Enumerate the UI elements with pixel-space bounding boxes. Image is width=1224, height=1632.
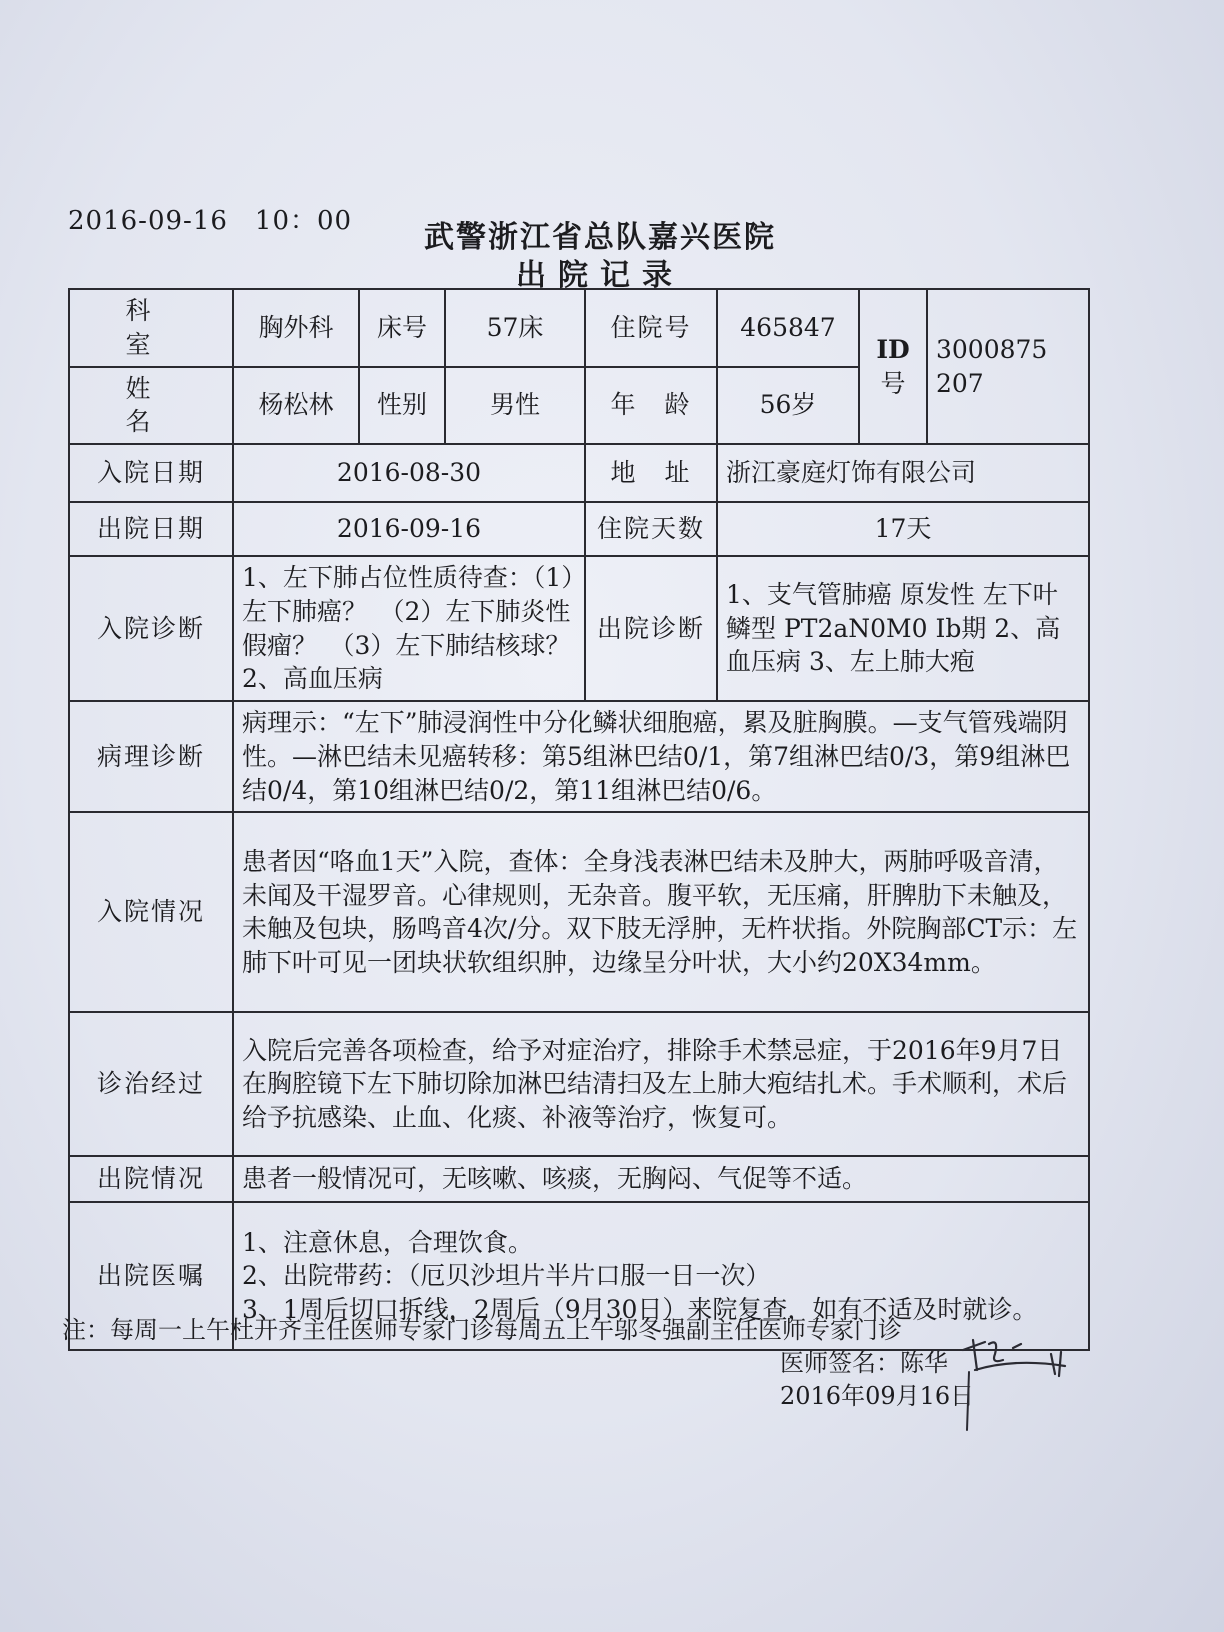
- id-label: [859, 289, 927, 444]
- address-value: 浙江豪庭灯饰有限公司: [717, 444, 1089, 502]
- stay-days-label: 住院天数: [585, 502, 717, 556]
- admission-no-value: 465847: [717, 289, 859, 367]
- age-value: 56岁: [717, 367, 859, 445]
- dept-label: 科 室: [69, 289, 233, 367]
- discharge-date-value: 2016-09-16: [233, 502, 585, 556]
- stay-days-value: 17天: [717, 502, 1089, 556]
- admission-no-label: 住院号: [585, 289, 717, 367]
- name-label: 姓 名: [69, 367, 233, 445]
- discharge-diagnosis-value: 1、支气管肺癌 原发性 左下叶 鳞型 PT2aN0M0 Ⅰb期 2、高血压病 3、左上肺大疱: [717, 556, 1089, 701]
- address-label: 地 址: [585, 444, 717, 502]
- admit-diagnosis-label: 入院诊断: [69, 556, 233, 701]
- admit-date-label: 入院日期: [69, 444, 233, 502]
- treatment-value: 入院后完善各项检查，给予对症治疗，排除手术禁忌症，于2016年9月7日在胸腔镜下左下肺切除加淋巴结清扫及左上肺大疱结扎术。手术顺利，术后给予抗感染、止血、化痰、补液等治疗，恢复可。: [233, 1012, 1089, 1156]
- discharge-orders-label: 出院医嘱: [69, 1202, 233, 1350]
- id-label-line1: ID: [876, 334, 910, 364]
- pathology-value: 病理示：“左下”肺浸润性中分化鳞状细胞癌，累及脏胸膜。—支气管残端阴性。—淋巴结未见癌转移：第5组淋巴结0/1，第7组淋巴结0/3，第9组淋巴结0/4，第10组淋巴结0/2，第11组淋巴结0/6。: [233, 701, 1089, 812]
- clinic-note: 注：每周一上午杜开齐主任医师专家门诊每周五上午邬冬强副主任医师专家门诊: [62, 1316, 902, 1344]
- discharge-status-label: 出院情况: [69, 1156, 233, 1202]
- id-value-line2: 207: [936, 368, 984, 398]
- name-value: 杨松林: [233, 367, 359, 445]
- discharge-status-value: 患者一般情况可，无咳嗽、咳痰，无胸闷、气促等不适。: [233, 1156, 1089, 1202]
- id-value-line1: 3000875: [936, 334, 1048, 364]
- bed-value: 57床: [445, 289, 585, 367]
- order-item: 1、注意休息，合理饮食。: [242, 1227, 533, 1257]
- sex-value: 男性: [445, 367, 585, 445]
- doctor-signature-line: 医师签名：陈华: [780, 1349, 948, 1377]
- discharge-diagnosis-label: 出院诊断: [585, 556, 717, 701]
- hospital-name: 武警浙江省总队嘉兴医院: [424, 220, 776, 255]
- handwritten-signature: [955, 1330, 1075, 1450]
- discharge-date-label: 出院日期: [69, 502, 233, 556]
- admit-diagnosis-value: 1、左下肺占位性质待查：（1）左下肺癌？ （2）左下肺炎性假瘤？ （3）左下肺结核球？ 2、高血压病: [233, 556, 585, 701]
- order-item: 3、1周后切口拆线，2周后（9月30日）来院复查，如有不适及时就诊。: [242, 1295, 1038, 1325]
- document-title: 出院记录: [516, 258, 684, 293]
- admission-status-label: 入院情况: [69, 812, 233, 1012]
- dept-value: 胸外科: [233, 289, 359, 367]
- signature-date: 2016年09月16日: [780, 1382, 975, 1410]
- order-item: 2、出院带药：（厄贝沙坦片半片口服一日一次）: [242, 1261, 771, 1291]
- treatment-label: 诊治经过: [69, 1012, 233, 1156]
- admit-date-value: 2016-08-30: [233, 444, 585, 502]
- admission-status-value: 患者因“咯血1天”入院，查体：全身浅表淋巴结未及肿大，两肺呼吸音清，未闻及干湿罗音。心律规则，无杂音。腹平软，无压痛，肝脾肋下未触及，未触及包块，肠鸣音4次/分。双下肢无浮肿，无杵状指。外院胸部CT示：左肺下叶可见一团块状软组织肿，边缘呈分叶状，大小约20X34mm。: [233, 812, 1089, 1012]
- bed-label: 床号: [359, 289, 445, 367]
- id-label-line2: 号: [880, 368, 906, 398]
- pathology-label: 病理诊断: [69, 701, 233, 812]
- print-time: 2016-09-16 10：00: [68, 206, 353, 236]
- sex-label: 性别: [359, 367, 445, 445]
- age-label: 年 龄: [585, 367, 717, 445]
- record-table: [68, 288, 1090, 1351]
- id-value: [927, 289, 1089, 444]
